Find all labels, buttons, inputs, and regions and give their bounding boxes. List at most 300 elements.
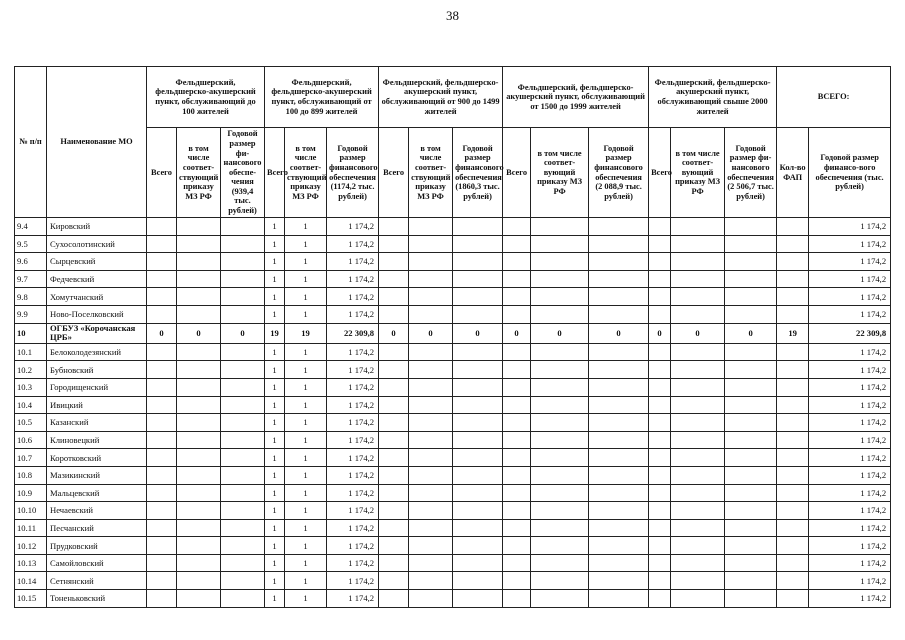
row-name: Белоколодезянский bbox=[47, 343, 147, 361]
table-cell bbox=[503, 590, 531, 608]
table-cell bbox=[177, 554, 221, 572]
table-cell bbox=[503, 466, 531, 484]
table-cell: 1 bbox=[265, 396, 285, 414]
table-cell bbox=[147, 502, 177, 520]
table-cell bbox=[649, 484, 671, 502]
row-number: 10.9 bbox=[15, 484, 47, 502]
table-cell bbox=[725, 537, 777, 555]
table-cell bbox=[409, 502, 453, 520]
table-cell: 0 bbox=[147, 323, 177, 343]
table-cell bbox=[221, 590, 265, 608]
table-row bbox=[15, 378, 891, 396]
table-cell bbox=[531, 537, 589, 555]
table-cell bbox=[147, 378, 177, 396]
table-cell: 1 174,2 bbox=[809, 218, 891, 236]
row-name: Песчанский bbox=[47, 519, 147, 537]
table-cell: 1 174,2 bbox=[809, 396, 891, 414]
table-cell: 1 bbox=[285, 305, 327, 323]
table-row bbox=[15, 218, 891, 236]
table-cell: 19 bbox=[777, 323, 809, 343]
table-cell bbox=[671, 288, 725, 306]
table-cell bbox=[777, 218, 809, 236]
table-cell bbox=[177, 361, 221, 379]
table-cell bbox=[147, 288, 177, 306]
table-cell: 1 174,2 bbox=[809, 361, 891, 379]
table-cell bbox=[503, 572, 531, 590]
table-cell bbox=[649, 554, 671, 572]
table-cell bbox=[503, 414, 531, 432]
table-cell bbox=[725, 414, 777, 432]
table-cell bbox=[671, 253, 725, 271]
table-cell: 1 bbox=[285, 288, 327, 306]
row-number: 9.5 bbox=[15, 235, 47, 253]
table-cell bbox=[671, 305, 725, 323]
table-cell bbox=[177, 235, 221, 253]
table-cell bbox=[531, 572, 589, 590]
table-cell: 1 174,2 bbox=[809, 414, 891, 432]
table-cell: 1 174,2 bbox=[809, 378, 891, 396]
table-cell bbox=[589, 343, 649, 361]
row-name: Прудковский bbox=[47, 537, 147, 555]
row-name: Тоненьковский bbox=[47, 590, 147, 608]
table-cell: 1 174,2 bbox=[327, 270, 379, 288]
table-row bbox=[15, 484, 891, 502]
row-name: Кировский bbox=[47, 218, 147, 236]
row-number: 10.6 bbox=[15, 431, 47, 449]
table-cell bbox=[177, 270, 221, 288]
table-row bbox=[15, 466, 891, 484]
header-group-5: Фельдшерский, фельдшерско-акушерский пункт, обслуживающий свыше 2000 жителей bbox=[649, 67, 777, 128]
table-cell bbox=[147, 519, 177, 537]
table-cell bbox=[777, 288, 809, 306]
table-cell bbox=[379, 554, 409, 572]
table-cell bbox=[503, 288, 531, 306]
subheader: Годовой размер финансового обеспечения (2 088,9 тыс. рублей) bbox=[589, 128, 649, 218]
table-cell bbox=[221, 235, 265, 253]
table-cell: 0 bbox=[221, 323, 265, 343]
table-cell bbox=[671, 554, 725, 572]
table-cell bbox=[177, 218, 221, 236]
table-cell: 1 174,2 bbox=[809, 484, 891, 502]
table-cell bbox=[221, 572, 265, 590]
table-cell bbox=[531, 466, 589, 484]
table-cell: 1 174,2 bbox=[809, 449, 891, 467]
table-cell bbox=[503, 502, 531, 520]
table-cell bbox=[409, 449, 453, 467]
table-cell bbox=[589, 396, 649, 414]
table-cell bbox=[379, 253, 409, 271]
row-number: 10.3 bbox=[15, 378, 47, 396]
table-cell bbox=[379, 305, 409, 323]
table-cell bbox=[409, 218, 453, 236]
table-cell bbox=[777, 484, 809, 502]
table-cell bbox=[649, 378, 671, 396]
table-cell: 22 309,8 bbox=[809, 323, 891, 343]
table-cell bbox=[503, 270, 531, 288]
table-cell bbox=[177, 449, 221, 467]
subheader: в том числе соответ-ствующий приказу МЗ РФ bbox=[409, 128, 453, 218]
table-cell bbox=[671, 449, 725, 467]
table-cell bbox=[589, 519, 649, 537]
row-name: Городищенский bbox=[47, 378, 147, 396]
table-cell bbox=[777, 590, 809, 608]
table-row bbox=[15, 554, 891, 572]
table-cell bbox=[221, 431, 265, 449]
table-cell bbox=[649, 466, 671, 484]
table-cell bbox=[725, 396, 777, 414]
table-cell bbox=[531, 519, 589, 537]
table-cell bbox=[379, 343, 409, 361]
table-cell bbox=[725, 484, 777, 502]
table-cell bbox=[589, 288, 649, 306]
table-row bbox=[15, 270, 891, 288]
table-cell bbox=[503, 519, 531, 537]
table-cell bbox=[379, 502, 409, 520]
table-row bbox=[15, 414, 891, 432]
table-cell bbox=[147, 235, 177, 253]
header-group-2: Фельдшерский, фельдшерско-акушерский пункт, обслуживающий от 100 до 899 жителей bbox=[265, 67, 379, 128]
subheader: в том числе соответ-ствующий приказу МЗ РФ bbox=[177, 128, 221, 218]
table-cell: 1 bbox=[265, 253, 285, 271]
table-cell: 1 bbox=[285, 218, 327, 236]
row-number: 10.15 bbox=[15, 590, 47, 608]
table-cell: 1 bbox=[265, 519, 285, 537]
table-cell bbox=[589, 270, 649, 288]
table-cell bbox=[453, 537, 503, 555]
table-cell bbox=[777, 519, 809, 537]
table-cell: 0 bbox=[725, 323, 777, 343]
table-cell bbox=[221, 305, 265, 323]
subheader: Годовой размер фи-нансового обеспечения (2 506,7 тыс. рублей) bbox=[725, 128, 777, 218]
table-cell bbox=[649, 361, 671, 379]
table-cell bbox=[409, 466, 453, 484]
table-cell bbox=[453, 554, 503, 572]
table-cell bbox=[649, 288, 671, 306]
table-cell: 1 174,2 bbox=[327, 361, 379, 379]
table-cell bbox=[453, 414, 503, 432]
table-row bbox=[15, 449, 891, 467]
table-cell: 1 174,2 bbox=[809, 343, 891, 361]
table-cell bbox=[177, 253, 221, 271]
table-cell bbox=[725, 519, 777, 537]
table-cell bbox=[379, 414, 409, 432]
subheader: Годовой размер фи-нансового обеспе-чения (939,4 тыс. рублей) bbox=[221, 128, 265, 218]
table-cell bbox=[671, 519, 725, 537]
table-cell: 1 174,2 bbox=[809, 253, 891, 271]
table-cell bbox=[671, 378, 725, 396]
table-cell bbox=[725, 253, 777, 271]
table-cell bbox=[777, 466, 809, 484]
table-cell: 1 bbox=[285, 554, 327, 572]
table-cell bbox=[777, 361, 809, 379]
row-number: 9.8 bbox=[15, 288, 47, 306]
table-cell: 1 bbox=[265, 572, 285, 590]
table-cell: 1 174,2 bbox=[809, 305, 891, 323]
table-cell bbox=[589, 218, 649, 236]
table-cell bbox=[221, 484, 265, 502]
subheader: Кол-во ФАП bbox=[777, 128, 809, 218]
table-cell bbox=[589, 414, 649, 432]
table-cell bbox=[777, 396, 809, 414]
table-cell bbox=[409, 537, 453, 555]
table-cell bbox=[147, 484, 177, 502]
table-cell bbox=[177, 484, 221, 502]
table-cell bbox=[531, 484, 589, 502]
table-cell: 19 bbox=[265, 323, 285, 343]
table-cell bbox=[453, 253, 503, 271]
table-cell bbox=[379, 218, 409, 236]
table-cell bbox=[671, 235, 725, 253]
table-cell: 1 174,2 bbox=[327, 554, 379, 572]
table-row bbox=[15, 396, 891, 414]
table-cell bbox=[671, 270, 725, 288]
table-cell bbox=[409, 305, 453, 323]
table-cell bbox=[221, 343, 265, 361]
table-cell bbox=[503, 235, 531, 253]
table-cell bbox=[725, 343, 777, 361]
table-row bbox=[15, 502, 891, 520]
table-cell: 0 bbox=[379, 323, 409, 343]
table-cell bbox=[147, 305, 177, 323]
table-header bbox=[15, 67, 891, 218]
table-cell bbox=[379, 431, 409, 449]
table-cell: 1 174,2 bbox=[809, 502, 891, 520]
table-cell: 1 bbox=[285, 414, 327, 432]
table-cell: 0 bbox=[453, 323, 503, 343]
table-cell bbox=[671, 466, 725, 484]
table-cell bbox=[649, 572, 671, 590]
table-cell: 1 bbox=[265, 218, 285, 236]
table-cell bbox=[725, 305, 777, 323]
table-cell bbox=[589, 305, 649, 323]
table-cell: 1 bbox=[265, 484, 285, 502]
table-cell: 1 bbox=[265, 343, 285, 361]
row-name: Мазикинский bbox=[47, 466, 147, 484]
table-cell: 1 bbox=[285, 537, 327, 555]
table-row bbox=[15, 537, 891, 555]
table-cell bbox=[649, 414, 671, 432]
row-number: 10.11 bbox=[15, 519, 47, 537]
table-cell bbox=[379, 484, 409, 502]
table-cell bbox=[725, 554, 777, 572]
table-cell bbox=[177, 519, 221, 537]
table-cell bbox=[649, 343, 671, 361]
table-cell bbox=[531, 554, 589, 572]
table-cell: 1 174,2 bbox=[809, 270, 891, 288]
subheader: Годовой размер финансового обеспечения (1860,3 тыс. рублей) bbox=[453, 128, 503, 218]
table-cell bbox=[379, 378, 409, 396]
table-cell: 1 bbox=[265, 554, 285, 572]
table-cell bbox=[531, 502, 589, 520]
subheader: Всего bbox=[649, 128, 671, 218]
fap-table bbox=[14, 66, 891, 608]
table-cell bbox=[177, 572, 221, 590]
table-cell bbox=[221, 288, 265, 306]
table-cell: 1 bbox=[285, 590, 327, 608]
table-cell: 1 bbox=[265, 537, 285, 555]
table-cell bbox=[503, 431, 531, 449]
table-cell bbox=[725, 270, 777, 288]
table-cell: 1 174,2 bbox=[809, 519, 891, 537]
table-cell bbox=[147, 431, 177, 449]
table-cell: 1 174,2 bbox=[327, 343, 379, 361]
table-cell bbox=[589, 431, 649, 449]
table-cell bbox=[589, 537, 649, 555]
table-cell bbox=[221, 519, 265, 537]
table-cell: 1 174,2 bbox=[809, 288, 891, 306]
table-cell bbox=[777, 253, 809, 271]
row-number: 10.8 bbox=[15, 466, 47, 484]
table-cell bbox=[147, 537, 177, 555]
table-cell bbox=[453, 484, 503, 502]
row-name: ОГБУЗ «Корочанская ЦРБ» bbox=[47, 323, 147, 343]
table-cell: 19 bbox=[285, 323, 327, 343]
table-cell: 1 bbox=[285, 396, 327, 414]
row-number: 10.10 bbox=[15, 502, 47, 520]
table-cell: 1 174,2 bbox=[809, 572, 891, 590]
table-cell: 1 174,2 bbox=[809, 431, 891, 449]
row-number: 10.7 bbox=[15, 449, 47, 467]
table-row bbox=[15, 361, 891, 379]
table-cell: 1 bbox=[285, 253, 327, 271]
table-cell: 1 174,2 bbox=[809, 537, 891, 555]
table-cell bbox=[777, 414, 809, 432]
table-cell bbox=[671, 414, 725, 432]
table-cell bbox=[589, 378, 649, 396]
table-cell bbox=[531, 343, 589, 361]
table-cell bbox=[409, 378, 453, 396]
table-cell: 1 174,2 bbox=[809, 466, 891, 484]
table-cell bbox=[409, 414, 453, 432]
table-cell bbox=[671, 361, 725, 379]
table-cell bbox=[147, 414, 177, 432]
table-body bbox=[15, 218, 891, 608]
table-cell bbox=[503, 361, 531, 379]
table-cell bbox=[503, 305, 531, 323]
table-cell: 1 bbox=[265, 449, 285, 467]
table-cell bbox=[777, 572, 809, 590]
table-cell: 1 bbox=[265, 590, 285, 608]
header-group-1: Фельдшерский, фельдшерско-акушерский пункт, обслуживающий до 100 жителей bbox=[147, 67, 265, 128]
table-cell: 0 bbox=[531, 323, 589, 343]
table-cell bbox=[777, 378, 809, 396]
table-cell bbox=[379, 572, 409, 590]
table-cell: 1 174,2 bbox=[327, 414, 379, 432]
table-cell bbox=[221, 253, 265, 271]
header-group-3: Фельдшерский, фельдшерско-акушерский пункт, обслуживающий от 900 до 1499 жителей bbox=[379, 67, 503, 128]
table-cell bbox=[379, 590, 409, 608]
row-name: Казанский bbox=[47, 414, 147, 432]
table-cell bbox=[671, 484, 725, 502]
table-cell bbox=[409, 361, 453, 379]
table-cell bbox=[147, 253, 177, 271]
table-cell bbox=[453, 378, 503, 396]
table-cell bbox=[649, 519, 671, 537]
row-number: 9.6 bbox=[15, 253, 47, 271]
row-number: 9.4 bbox=[15, 218, 47, 236]
table-cell bbox=[503, 449, 531, 467]
table-cell: 1 bbox=[265, 466, 285, 484]
table-cell bbox=[409, 572, 453, 590]
header-name: Наименование МО bbox=[47, 67, 147, 218]
table-cell bbox=[147, 554, 177, 572]
row-number: 10.4 bbox=[15, 396, 47, 414]
table-cell bbox=[177, 590, 221, 608]
table-cell: 1 bbox=[285, 572, 327, 590]
table-cell bbox=[531, 361, 589, 379]
table-cell bbox=[453, 235, 503, 253]
table-cell bbox=[409, 431, 453, 449]
table-cell bbox=[589, 235, 649, 253]
row-name: Сухосолотинский bbox=[47, 235, 147, 253]
subheader: в том числе соответ-вующий приказу МЗ РФ bbox=[531, 128, 589, 218]
table-cell bbox=[649, 270, 671, 288]
table-cell bbox=[649, 253, 671, 271]
table-cell bbox=[671, 537, 725, 555]
row-name: Нечаевский bbox=[47, 502, 147, 520]
table-cell bbox=[725, 572, 777, 590]
table-cell: 1 bbox=[265, 235, 285, 253]
table-cell: 0 bbox=[671, 323, 725, 343]
table-cell bbox=[409, 484, 453, 502]
table-cell bbox=[777, 270, 809, 288]
table-cell bbox=[453, 361, 503, 379]
table-cell bbox=[589, 449, 649, 467]
table-cell bbox=[147, 270, 177, 288]
table-cell: 1 174,2 bbox=[809, 590, 891, 608]
page-number: 38 bbox=[446, 8, 459, 23]
table-cell bbox=[379, 537, 409, 555]
table-cell bbox=[221, 414, 265, 432]
row-name: Самойловский bbox=[47, 554, 147, 572]
row-number: 10.14 bbox=[15, 572, 47, 590]
table-cell bbox=[531, 378, 589, 396]
table-cell bbox=[147, 218, 177, 236]
table-cell bbox=[453, 218, 503, 236]
table-cell bbox=[777, 235, 809, 253]
table-row bbox=[15, 288, 891, 306]
table-cell bbox=[503, 253, 531, 271]
table-cell bbox=[409, 288, 453, 306]
row-name: Бубновский bbox=[47, 361, 147, 379]
table-cell bbox=[777, 537, 809, 555]
table-cell: 1 174,2 bbox=[327, 431, 379, 449]
table-cell bbox=[221, 396, 265, 414]
table-row bbox=[15, 519, 891, 537]
table-cell bbox=[409, 396, 453, 414]
table-cell bbox=[503, 554, 531, 572]
table-cell bbox=[221, 378, 265, 396]
table-cell bbox=[725, 235, 777, 253]
table-cell bbox=[649, 235, 671, 253]
table-cell bbox=[409, 590, 453, 608]
table-row bbox=[15, 253, 891, 271]
table-cell bbox=[221, 270, 265, 288]
row-name: Ивицкий bbox=[47, 396, 147, 414]
table-cell bbox=[221, 554, 265, 572]
table-cell bbox=[177, 502, 221, 520]
table-cell: 1 174,2 bbox=[809, 235, 891, 253]
table-cell: 1 174,2 bbox=[327, 218, 379, 236]
table-cell: 1 bbox=[265, 378, 285, 396]
table-cell bbox=[531, 235, 589, 253]
table-cell bbox=[725, 288, 777, 306]
table-cell bbox=[531, 218, 589, 236]
table-cell bbox=[503, 343, 531, 361]
table-cell: 1 174,2 bbox=[327, 378, 379, 396]
table-cell bbox=[147, 590, 177, 608]
table-cell bbox=[531, 270, 589, 288]
